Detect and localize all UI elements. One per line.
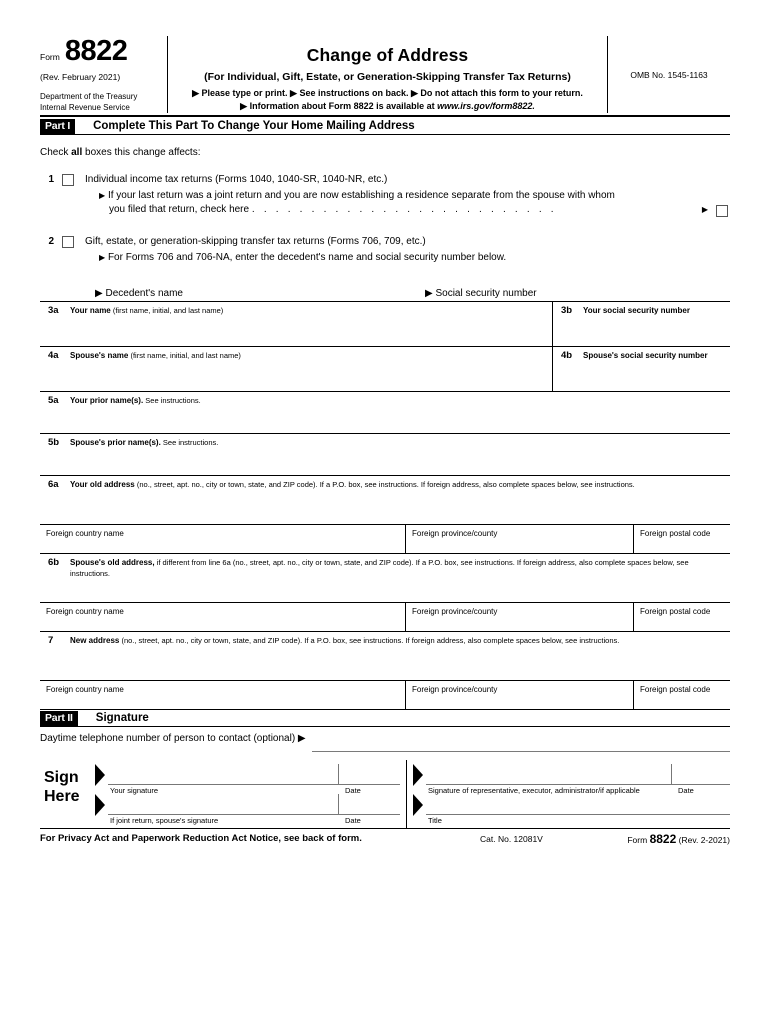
daytime-phone-input[interactable] bbox=[312, 751, 730, 752]
line-2 bbox=[40, 235, 730, 265]
field-6b-label-bold: Spouse's old address, bbox=[70, 558, 155, 567]
foreign-country-label: Foreign country name bbox=[46, 685, 124, 694]
title-caption: Title bbox=[428, 816, 442, 825]
field-4a[interactable] bbox=[40, 347, 552, 391]
line-2-body bbox=[74, 235, 730, 265]
foreign-country-label: Foreign country name bbox=[46, 607, 124, 616]
spouse-signature-caption: If joint return, spouse's signature bbox=[110, 816, 219, 825]
header-left-block bbox=[40, 36, 167, 113]
line-1 bbox=[40, 173, 730, 217]
foreign-postal-label: Foreign postal code bbox=[640, 529, 711, 538]
field-row-5b[interactable] bbox=[40, 433, 730, 475]
header-instruction-line-2 bbox=[174, 100, 601, 113]
date-caption-2: Date bbox=[345, 816, 361, 825]
foreign-country-7[interactable] bbox=[40, 681, 405, 709]
foreign-country-6a[interactable] bbox=[40, 525, 405, 553]
line-2-checkbox[interactable] bbox=[62, 236, 74, 248]
field-5a[interactable] bbox=[40, 392, 730, 433]
foreign-address-row-7[interactable] bbox=[40, 680, 730, 709]
form-revision-date: (Rev. February 2021) bbox=[40, 72, 121, 82]
part-1-header bbox=[40, 119, 730, 135]
foreign-address-row-6a[interactable] bbox=[40, 524, 730, 553]
signature-arrow-icon-4 bbox=[413, 794, 423, 816]
line-2-sub-text-1: For Forms 706 and 706-NA, enter the decedent's name and social security number below. bbox=[107, 252, 507, 263]
irs-website-link[interactable]: www.irs.gov/form8822. bbox=[437, 101, 535, 111]
decedent-ssn-label: ▶ Social security number bbox=[425, 288, 537, 299]
sign-here-line-1: Sign bbox=[44, 769, 79, 786]
line-1-sub-text-1: If your last return was a joint return and you are now establishing a residence separate from the spouse with whom bbox=[107, 190, 615, 201]
line-1-sub-line-2 bbox=[85, 203, 730, 217]
check-all-emphasis: all bbox=[71, 147, 83, 158]
line-2-number: 2 bbox=[48, 236, 54, 247]
daytime-phone-row bbox=[40, 727, 730, 755]
field-7[interactable] bbox=[40, 632, 730, 680]
signature-block bbox=[40, 760, 730, 828]
field-3b[interactable] bbox=[552, 302, 730, 346]
field-6b[interactable] bbox=[40, 554, 730, 602]
footer-form-number: 8822 bbox=[649, 832, 677, 846]
field-4b-label: Spouse's social security number bbox=[583, 351, 708, 360]
field-6a-number: 6a bbox=[48, 479, 59, 490]
daytime-phone-label: Daytime telephone number of person to contact (optional) ▶ bbox=[40, 733, 306, 744]
field-row-3[interactable] bbox=[40, 301, 730, 346]
check-all-prefix: Check bbox=[40, 147, 72, 158]
field-row-5a[interactable] bbox=[40, 391, 730, 433]
field-3a-label bbox=[70, 305, 223, 316]
foreign-province-label: Foreign province/county bbox=[412, 607, 498, 616]
department-block bbox=[40, 92, 163, 113]
form-word-label: Form bbox=[40, 52, 60, 62]
field-row-7[interactable] bbox=[40, 631, 730, 680]
decedent-name-label: ▶ Decedent's name bbox=[95, 288, 183, 299]
foreign-province-label: Foreign province/county bbox=[412, 529, 498, 538]
foreign-country-label: Foreign country name bbox=[46, 529, 124, 538]
field-4b[interactable] bbox=[552, 347, 730, 391]
foreign-province-7[interactable] bbox=[405, 681, 633, 709]
field-row-4[interactable] bbox=[40, 346, 730, 391]
field-3a-label-rest: (first name, initial, and last name) bbox=[110, 306, 224, 315]
form-body bbox=[40, 36, 730, 852]
line-2-text: Gift, estate, or generation-skipping transfer tax returns (Forms 706, 709, etc.) bbox=[85, 236, 426, 247]
form-number: 8822 bbox=[64, 35, 128, 67]
foreign-postal-6a[interactable] bbox=[633, 525, 730, 553]
field-5b-number: 5b bbox=[48, 437, 60, 448]
field-5b-label-bold: Spouse's prior name(s). bbox=[70, 438, 161, 447]
field-3a-number: 3a bbox=[48, 305, 59, 316]
title-input[interactable] bbox=[426, 814, 730, 815]
date-caption-1: Date bbox=[345, 786, 361, 795]
part-1-badge: Part I bbox=[40, 119, 75, 134]
department-line-1: Department of the Treasury bbox=[40, 92, 138, 101]
representative-signature-caption: Signature of representative, executor, administrator/if applicable bbox=[428, 786, 640, 795]
signature-arrow-icon-2 bbox=[95, 794, 105, 816]
field-6b-number: 6b bbox=[48, 557, 60, 568]
date-separator-tick-1 bbox=[338, 764, 339, 784]
field-5a-number: 5a bbox=[48, 395, 59, 406]
footer-form-word: Form bbox=[627, 835, 648, 845]
field-5b-label-rest: See instructions. bbox=[160, 438, 219, 447]
part-2-header bbox=[40, 709, 730, 727]
header-instruction-prefix: ▶ Information about Form 8822 is available at bbox=[240, 101, 438, 111]
field-3a[interactable] bbox=[40, 302, 552, 346]
line-1-checkhere-wrap bbox=[109, 203, 694, 217]
bullet-arrow-icon: ▶ bbox=[99, 253, 106, 262]
spouse-signature-input[interactable] bbox=[108, 814, 400, 815]
bullet-arrow-icon: ▶ bbox=[99, 191, 106, 200]
header-title-block bbox=[167, 36, 607, 113]
field-row-6a[interactable] bbox=[40, 475, 730, 524]
line-1-text: Individual income tax returns (Forms 1040, 1040-SR, 1040-NR, etc.) bbox=[85, 174, 388, 185]
page-subtitle: (For Individual, Gift, Estate, or Generation-Skipping Transfer Tax Returns) bbox=[204, 71, 571, 83]
field-5b[interactable] bbox=[40, 434, 730, 475]
field-5a-label bbox=[70, 395, 201, 406]
check-all-suffix: boxes this change affects: bbox=[82, 147, 201, 158]
footer-form-identifier bbox=[627, 832, 730, 846]
line-1-checkbox[interactable] bbox=[62, 174, 74, 186]
line-1-sub-line-1 bbox=[85, 189, 730, 203]
field-6a-label-bold: Your old address bbox=[70, 480, 135, 489]
omb-number: OMB No. 1545-1163 bbox=[630, 69, 708, 80]
field-5a-label-rest: See instructions. bbox=[143, 396, 201, 405]
foreign-province-label: Foreign province/county bbox=[412, 685, 498, 694]
signature-arrow-icon-1 bbox=[95, 764, 105, 786]
foreign-postal-label: Foreign postal code bbox=[640, 607, 711, 616]
foreign-address-row-6b[interactable] bbox=[40, 602, 730, 631]
form-header bbox=[40, 36, 730, 117]
signature-center-divider bbox=[406, 760, 407, 828]
field-5a-label-bold: Your prior name(s). bbox=[70, 396, 144, 405]
foreign-country-6b[interactable] bbox=[40, 603, 405, 631]
field-4a-label bbox=[70, 350, 241, 361]
field-5b-label bbox=[70, 437, 218, 448]
foreign-postal-label: Foreign postal code bbox=[640, 685, 711, 694]
sign-here-line-2: Here bbox=[44, 788, 80, 805]
sign-here-label bbox=[44, 768, 80, 806]
line-1-separate-residence-checkbox[interactable] bbox=[716, 205, 728, 217]
field-row-6b[interactable] bbox=[40, 553, 730, 602]
decedent-header-row bbox=[40, 287, 730, 301]
field-7-label-bold: New address bbox=[70, 636, 120, 645]
footer-form-revision: (Rev. 2-2021) bbox=[678, 835, 730, 845]
line-1-sub-text-2: you filed that return, check here bbox=[109, 204, 250, 215]
line-1-body bbox=[74, 173, 730, 217]
field-3b-label: Your social security number bbox=[583, 306, 690, 315]
field-4b-number: 4b bbox=[561, 350, 573, 361]
field-4a-label-rest: (first name, initial, and last name) bbox=[128, 351, 241, 360]
part-2-title: Signature bbox=[95, 711, 149, 724]
field-6b-label-rest: if different from line 6a (no., street, apt. no., city or town, state, and ZIP code). If a P.O. box, see instructions. If foreign address, also complete spaces below, see instructions. bbox=[70, 558, 689, 578]
omb-block bbox=[607, 36, 730, 113]
field-6a-label-rest: (no., street, apt. no., city or town, state, and ZIP code). If a P.O. box, see instructions. If foreign address, also complete spaces below, see instructions. bbox=[134, 480, 635, 489]
form-footer bbox=[40, 828, 730, 852]
form-identifier bbox=[40, 36, 163, 66]
pointer-arrow-icon: ▶ bbox=[701, 205, 708, 214]
foreign-postal-6b[interactable] bbox=[633, 603, 730, 631]
field-7-number: 7 bbox=[48, 635, 54, 646]
line-2-sub-line-1 bbox=[85, 251, 730, 265]
foreign-province-6b[interactable] bbox=[405, 603, 633, 631]
signature-arrow-icon-3 bbox=[413, 764, 423, 786]
foreign-postal-7[interactable] bbox=[633, 681, 730, 709]
field-6a-label bbox=[70, 479, 715, 490]
field-6b-label bbox=[70, 557, 715, 579]
field-6a[interactable] bbox=[40, 476, 730, 524]
representative-signature-input[interactable] bbox=[426, 784, 730, 785]
field-4a-label-bold: Spouse's name bbox=[70, 351, 129, 360]
field-3a-label-bold: Your name bbox=[70, 306, 111, 315]
leader-dots: . . . . . . . . . . . . . . . . . . . . . . . . . . bbox=[251, 204, 557, 215]
field-7-label-rest: (no., street, apt. no., city or town, state, and ZIP code). If a P.O. box, see instructions. If foreign address, also complete spaces below, see instructions. bbox=[119, 636, 620, 645]
part-1-title: Complete This Part To Change Your Home Mailing Address bbox=[93, 120, 415, 132]
date-caption-3: Date bbox=[678, 786, 694, 795]
field-3b-number: 3b bbox=[561, 305, 573, 316]
date-separator-tick-2 bbox=[338, 794, 339, 814]
privacy-act-notice: For Privacy Act and Paperwork Reduction Act Notice, see back of form. bbox=[40, 833, 362, 844]
page-title: Change of Address bbox=[306, 45, 469, 65]
department-line-2: Internal Revenue Service bbox=[40, 102, 130, 112]
line-1-number: 1 bbox=[48, 174, 54, 185]
your-signature-caption: Your signature bbox=[110, 786, 159, 795]
your-signature-input[interactable] bbox=[108, 784, 400, 785]
date-separator-tick-3 bbox=[671, 764, 672, 784]
catalog-number: Cat. No. 12081V bbox=[480, 834, 543, 844]
check-all-instruction bbox=[40, 146, 730, 160]
part-2-badge: Part II bbox=[40, 711, 78, 726]
field-4a-number: 4a bbox=[48, 350, 59, 361]
foreign-province-6a[interactable] bbox=[405, 525, 633, 553]
field-7-label bbox=[70, 635, 715, 646]
header-instruction-line-1: ▶ Please type or print. ▶ See instructions on back. ▶ Do not attach this form to your return. bbox=[192, 88, 583, 98]
